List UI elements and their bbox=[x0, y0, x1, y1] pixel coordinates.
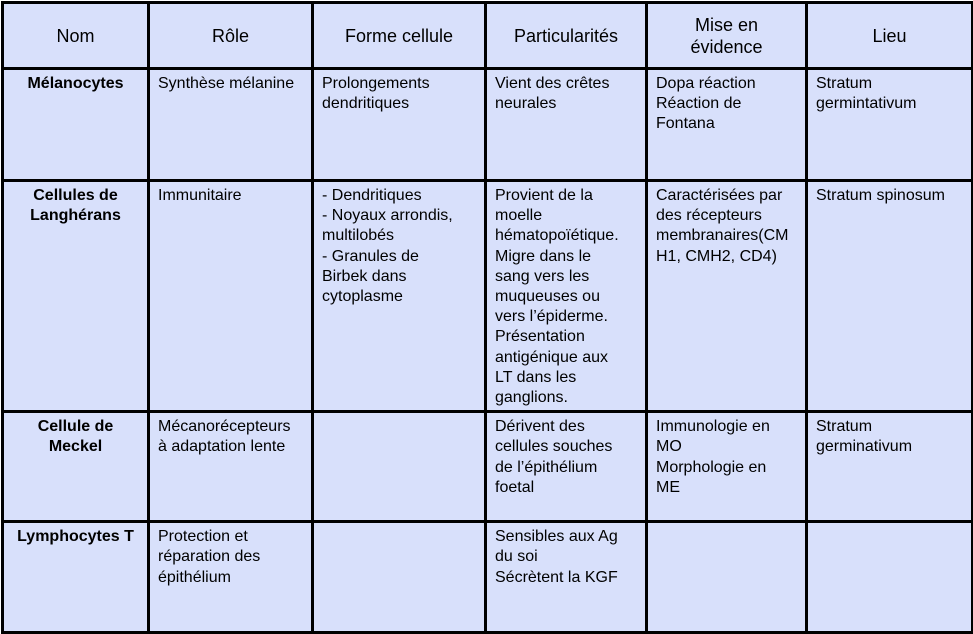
cell-particularites bbox=[486, 522, 647, 633]
cell-lieu bbox=[807, 412, 973, 522]
table-row bbox=[3, 69, 973, 181]
cell-line: Mélanocytes bbox=[27, 75, 124, 92]
cell-line: Cellule de bbox=[37, 418, 114, 436]
header-row bbox=[3, 3, 973, 69]
cell-name bbox=[3, 522, 149, 633]
cell-line: antigénique aux bbox=[495, 348, 608, 366]
cell-line: multilobés bbox=[322, 227, 395, 245]
cell-line: Migre dans le bbox=[495, 247, 592, 265]
cell-line: Stratum spinosum bbox=[816, 187, 945, 204]
cell-line: Présentation bbox=[495, 328, 585, 346]
cell-line: épithélium bbox=[158, 568, 231, 586]
cell-line: LT dans les bbox=[495, 368, 577, 386]
column-header: Mise en évidence bbox=[647, 3, 807, 69]
cell-line: Dopa réaction bbox=[656, 75, 756, 92]
cell-role bbox=[149, 69, 313, 181]
cell-line: germinativum bbox=[816, 438, 913, 456]
cell-lieu bbox=[807, 181, 973, 412]
cell-line: ganglions. bbox=[495, 389, 568, 407]
cell-line: réparation des bbox=[158, 548, 261, 566]
cell-mise-en-evidence bbox=[647, 69, 807, 181]
cell-line: sang vers les bbox=[495, 267, 590, 285]
cell-mise-en-evidence bbox=[647, 412, 807, 522]
table-row bbox=[3, 412, 973, 522]
cell-forme bbox=[313, 412, 486, 522]
cell-line: dendritiques bbox=[322, 95, 410, 113]
cell-line: Synthèse mélanine bbox=[158, 75, 295, 92]
cell-line: cellules souches bbox=[495, 438, 613, 456]
cell-line: Sécrètent la KGF bbox=[495, 568, 618, 586]
cell-mise-en-evidence bbox=[647, 522, 807, 633]
cell-lieu bbox=[807, 69, 973, 181]
cell-line: membranaires(CM bbox=[656, 227, 789, 245]
cell-line: Stratum bbox=[816, 418, 873, 436]
cell-line: Fontana bbox=[656, 115, 715, 133]
cell-line: Réaction de bbox=[656, 95, 742, 113]
cell-line: Immunologie en bbox=[656, 418, 770, 436]
cell-line: Caractérisées par bbox=[656, 187, 783, 204]
cell-forme bbox=[313, 69, 486, 181]
cell-line: Birbek dans bbox=[322, 267, 407, 285]
column-header: Lieu bbox=[807, 3, 973, 69]
cell-line: germintativum bbox=[816, 95, 917, 113]
cell-line: Sensibles aux Ag bbox=[495, 528, 618, 546]
cell-line: Stratum bbox=[816, 75, 873, 92]
column-header: Particularités bbox=[486, 3, 647, 69]
cell-line: muqueuses ou bbox=[495, 288, 600, 306]
cell-forme bbox=[313, 181, 486, 412]
cell-role bbox=[149, 412, 313, 522]
cell-line: des récepteurs bbox=[656, 207, 762, 225]
cell-role bbox=[149, 181, 313, 412]
cell-name bbox=[3, 69, 149, 181]
cell-line: H1, CMH2, CD4) bbox=[656, 247, 777, 265]
cell-line: ME bbox=[656, 478, 680, 496]
cell-line: Prolongements bbox=[322, 75, 430, 92]
cell-line: de l’épithélium bbox=[495, 458, 598, 476]
table-row bbox=[3, 522, 973, 633]
column-header: Nom bbox=[3, 3, 149, 69]
cell-particularites bbox=[486, 69, 647, 181]
column-header: Rôle bbox=[149, 3, 313, 69]
cell-line: neurales bbox=[495, 95, 557, 113]
table-row bbox=[3, 181, 973, 412]
cell-line: Morphologie en bbox=[656, 458, 767, 476]
cell-line: vers l’épiderme. bbox=[495, 308, 608, 326]
cell-types-table bbox=[1, 1, 973, 634]
cell-line: Immunitaire bbox=[158, 187, 242, 204]
cell-line: Vient des crêtes bbox=[495, 75, 610, 92]
cell-line: - Dendritiques bbox=[322, 187, 422, 204]
cell-line: foetal bbox=[495, 478, 535, 496]
cell-line: cytoplasme bbox=[322, 288, 403, 306]
cell-mise-en-evidence bbox=[647, 181, 807, 412]
cell-name bbox=[3, 181, 149, 412]
cell-role bbox=[149, 522, 313, 633]
cell-line: du soi bbox=[495, 548, 538, 566]
cell-line: Lymphocytes T bbox=[17, 528, 134, 546]
cell-line: Cellules de bbox=[33, 187, 118, 204]
cell-line: Meckel bbox=[48, 438, 103, 456]
cell-line: hématopoïétique. bbox=[495, 227, 619, 245]
cell-line: Langhérans bbox=[30, 207, 121, 225]
cell-particularites bbox=[486, 412, 647, 522]
cell-line: MO bbox=[656, 438, 682, 456]
cell-name bbox=[3, 412, 149, 522]
cell-line: à adaptation lente bbox=[158, 438, 286, 456]
cell-line: - Granules de bbox=[322, 247, 419, 265]
column-header: Forme cellule bbox=[313, 3, 486, 69]
cell-line: Protection et bbox=[158, 528, 248, 546]
cell-line: moelle bbox=[495, 207, 543, 225]
cell-line: Provient de la bbox=[495, 187, 593, 204]
cell-line: Mécanorécepteurs bbox=[158, 418, 291, 436]
cell-particularites bbox=[486, 181, 647, 412]
cell-line: - Noyaux arrondis, bbox=[322, 207, 453, 225]
cell-line: Dérivent des bbox=[495, 418, 585, 436]
cell-forme bbox=[313, 522, 486, 633]
cell-lieu bbox=[807, 522, 973, 633]
